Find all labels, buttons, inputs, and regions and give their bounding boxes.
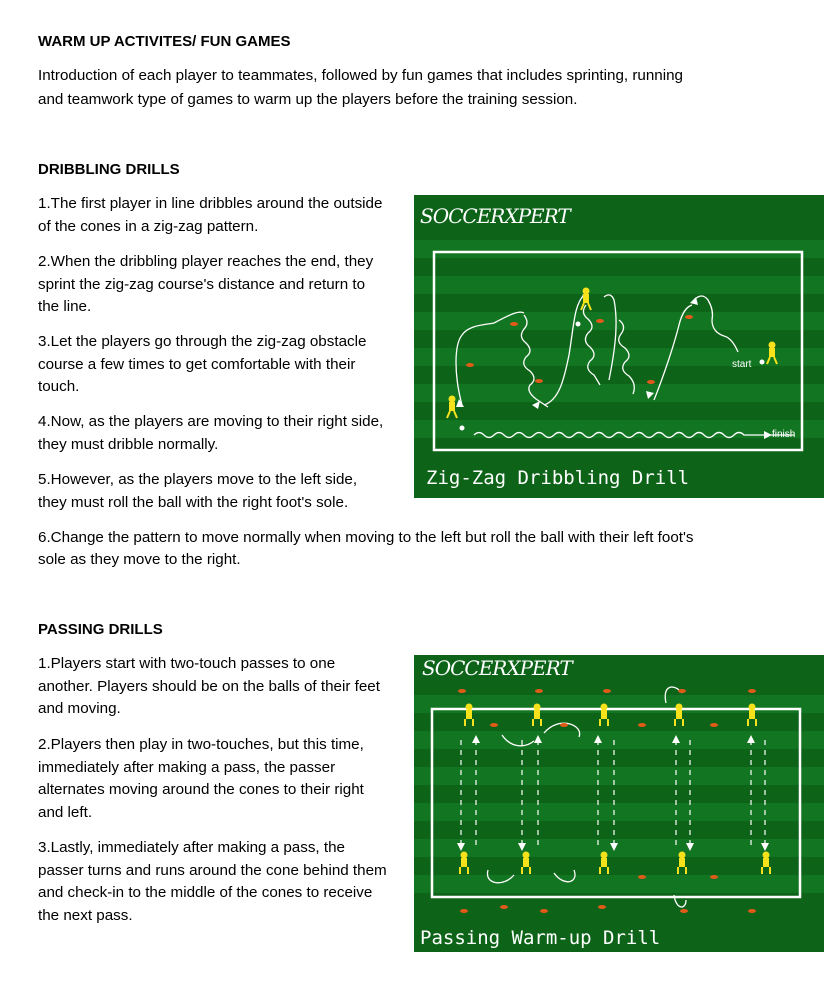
dribbling-step-5: 5.However, as the players move to the left side, they must roll the ball with the right foot's sole. (38, 471, 358, 511)
soccerxpert-logo: SOCCERXPERT (420, 204, 570, 228)
passing-caption: Passing Warm-up Drill (420, 927, 661, 949)
soccerxpert-logo: SOCCERXPERT (422, 656, 572, 680)
warmup-text-line-2: and teamwork type of games to warm up the players before the training session. (38, 91, 578, 108)
zigzag-caption: Zig-Zag Dribbling Drill (426, 467, 690, 489)
passing-step-2: 2.Players then play in two-touches, but this time, immediately after making a pass, the passer alternates moving around the cones to their right and left. (38, 736, 364, 821)
warmup-heading: WARM UP ACTIVITES/ FUN GAMES (38, 33, 291, 50)
dribbling-step-6-line-1: 6.Change the pattern to move normally when moving to the left but roll the ball with their left foot's (38, 529, 694, 546)
passing-drill-diagram (414, 655, 824, 952)
zigzag-field-graphic (414, 195, 824, 498)
passing-heading: PASSING DRILLS (38, 621, 163, 638)
zigzag-drill-diagram (414, 195, 824, 498)
start-label: start (732, 359, 752, 370)
passing-step-1: 1.Players start with two-touch passes to one another. Players should be on the balls of their feet and moving. (38, 655, 380, 717)
dribbling-step-3: 3.Let the players go through the zig-zag obstacle course a few times to get comfortable with their touch. (38, 333, 367, 395)
dribbling-heading: DRIBBLING DRILLS (38, 161, 180, 178)
passing-field-graphic (414, 655, 824, 952)
dribbling-step-2: 2.When the dribbling player reaches the end, they sprint the zig-zag course's distance and return to the line. (38, 253, 374, 315)
finish-label: finish (772, 429, 796, 440)
dribbling-step-1: 1.The first player in line dribbles around the outside of the cones in a zig-zag pattern. (38, 195, 383, 235)
dribbling-step-6-line-2: sole as they move to the right. (38, 551, 241, 568)
dribbling-step-4: 4.Now, as the players are moving to their right side, they must dribble normally. (38, 413, 384, 453)
passing-step-3: 3.Lastly, immediately after making a pass, the passer turns and runs around the cone behind them and check-in to the middle of the cones to receive the next pass. (38, 839, 387, 924)
warmup-text-line-1: Introduction of each player to teammates, followed by fun games that includes sprinting, running (38, 67, 683, 84)
